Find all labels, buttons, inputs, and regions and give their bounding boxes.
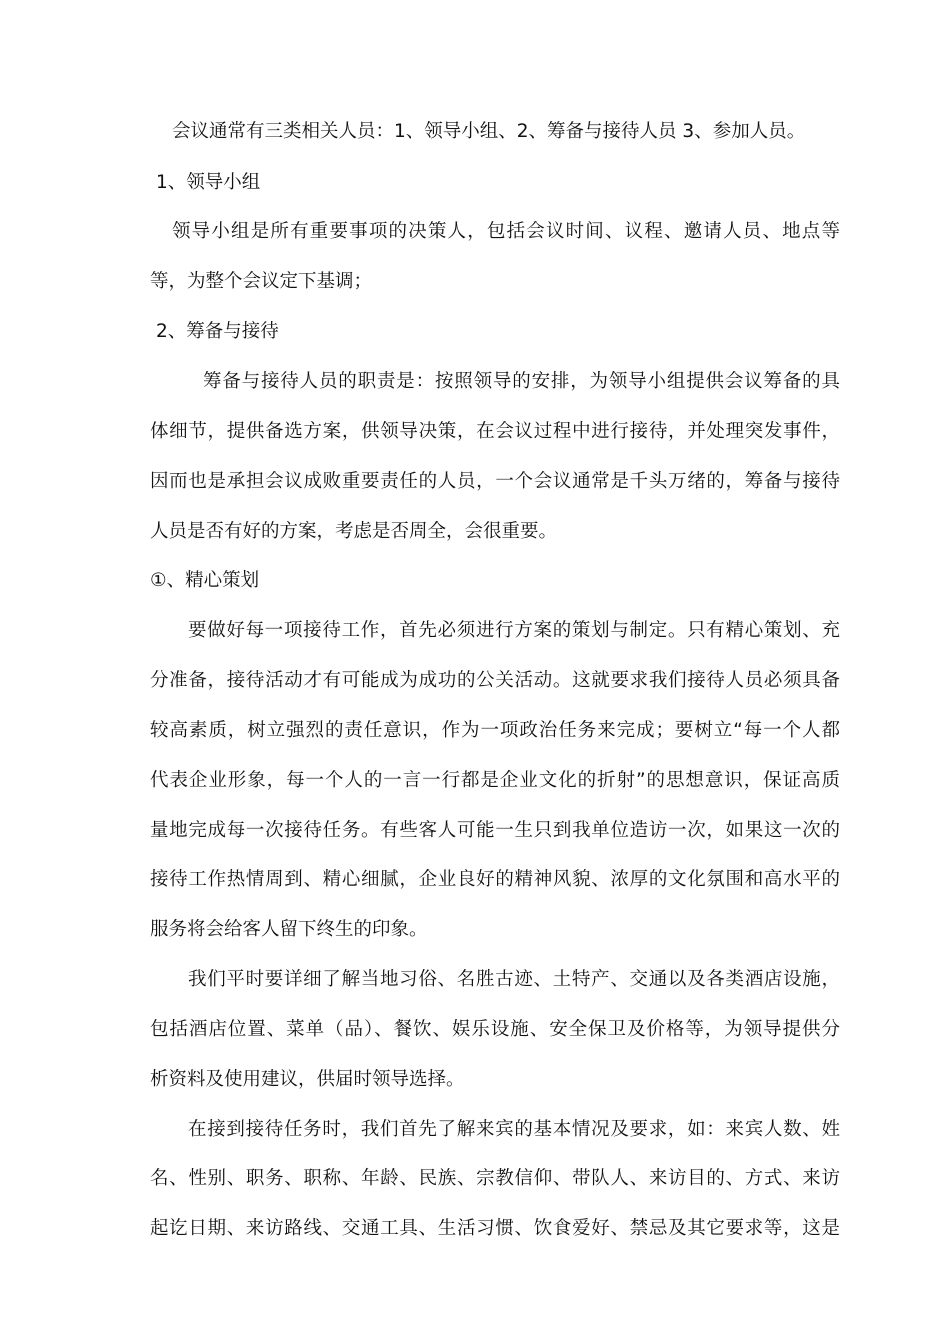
heading-preparation-reception: 2、筹备与接待 [156, 321, 279, 342]
heading-leadership-group: 1、领导小组 [156, 172, 261, 193]
paragraph-line: 我们平时要详细了解当地习俗、名胜古迹、土特产、交通以及各类酒店设施， [188, 969, 840, 990]
heading-careful-planning: ①、精心策划 [150, 570, 260, 591]
paragraph-line: 较高素质，树立强烈的责任意识，作为一项政治任务来完成；要树立“每一个人都 [150, 720, 840, 741]
intro-line: 会议通常有三类相关人员：1、领导小组、2、筹备与接待人员 3、参加人员。 [172, 121, 806, 142]
paragraph-line: 分准备，接待活动才有可能成为成功的公关活动。这就要求我们接待人员必须具备 [150, 670, 840, 691]
paragraph-line: 要做好每一项接待工作，首先必须进行方案的策划与制定。只有精心策划、充 [188, 620, 840, 641]
paragraph-line: 筹备与接待人员的职责是：按照领导的安排，为领导小组提供会议筹备的具 [203, 371, 840, 392]
paragraph-line: 析资料及使用建议，供届时领导选择。 [150, 1069, 465, 1090]
paragraph-line: 名、性别、职务、职称、年龄、民族、宗教信仰、带队人、来访目的、方式、来访 [150, 1168, 840, 1189]
paragraph-line: 体细节，提供备选方案，供领导决策，在会议过程中进行接待，并处理突发事件， [150, 421, 840, 442]
paragraph-line: 包括酒店位置、菜单（品）、餐饮、娱乐设施、安全保卫及价格等，为领导提供分 [150, 1019, 840, 1040]
paragraph-line: 代表企业形象，每一个人的一言一行都是企业文化的折射”的思想意识，保证高质 [150, 770, 840, 791]
paragraph-line: 量地完成每一次接待任务。有些客人可能一生只到我单位造访一次，如果这一次的 [150, 820, 840, 841]
paragraph-line: 等，为整个会议定下基调； [150, 271, 373, 292]
paragraph-line: 因而也是承担会议成败重要责任的人员，一个会议通常是千头万绪的，筹备与接待 [150, 471, 840, 492]
paragraph-line: 领导小组是所有重要事项的决策人，包括会议时间、议程、邀请人员、地点等 [172, 221, 840, 242]
paragraph-line: 接待工作热情周到、精心细腻，企业良好的精神风貌、浓厚的文化氛围和高水平的 [150, 869, 840, 890]
paragraph-line: 服务将会给客人留下终生的印象。 [150, 919, 428, 940]
paragraph-line: 在接到接待任务时，我们首先了解来宾的基本情况及要求，如：来宾人数、姓 [188, 1119, 840, 1140]
paragraph-line: 起讫日期、来访路线、交通工具、生活习惯、饮食爱好、禁忌及其它要求等，这是 [150, 1218, 840, 1239]
paragraph-line: 人员是否有好的方案，考虑是否周全，会很重要。 [150, 521, 558, 542]
